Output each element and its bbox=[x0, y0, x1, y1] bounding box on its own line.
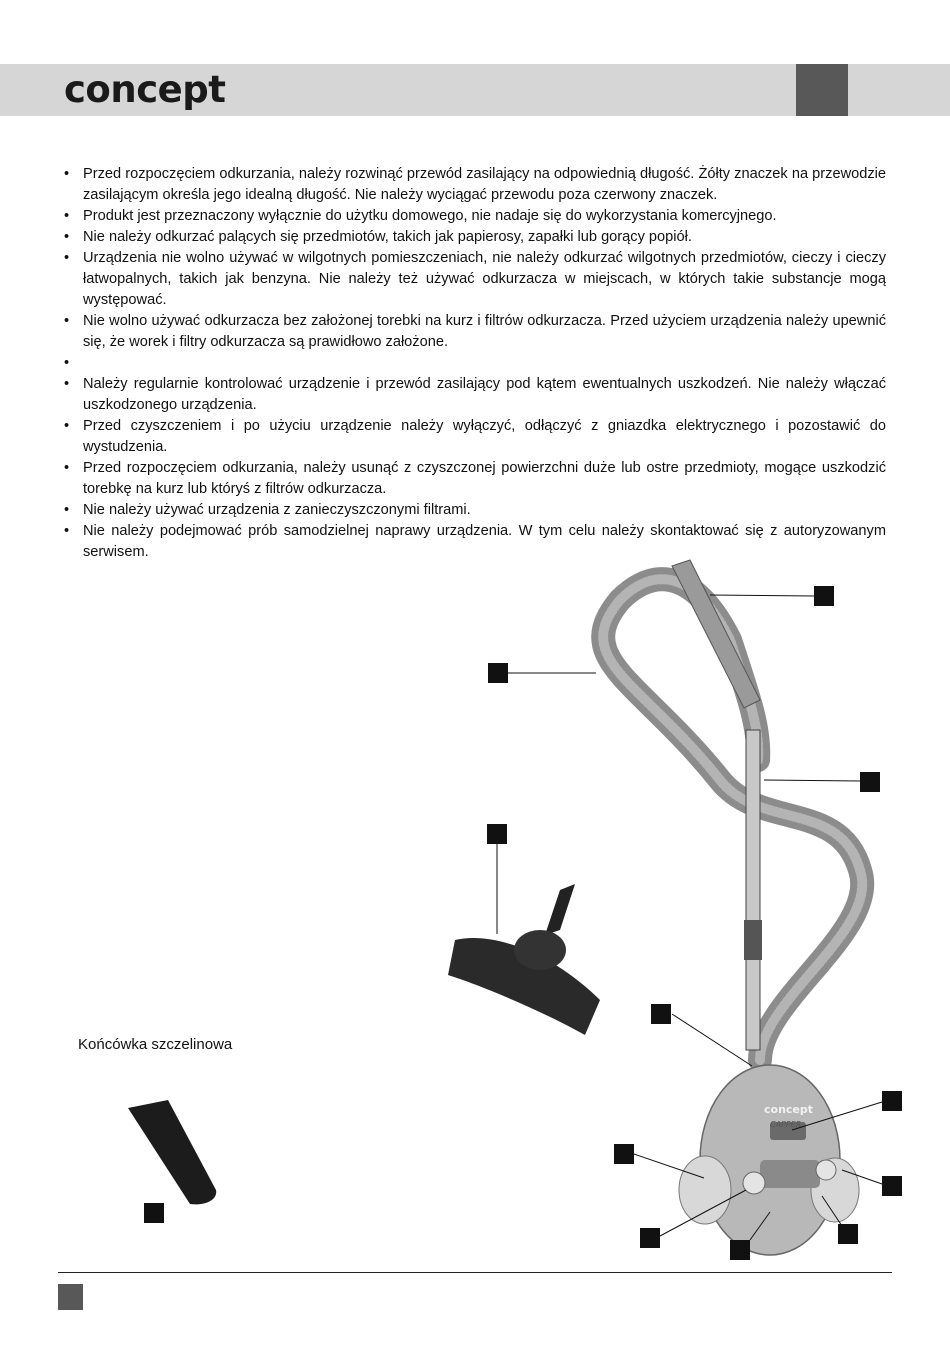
crevice-tool bbox=[128, 1100, 216, 1204]
instruction-item: • Przed czyszczeniem i po użyciu urządzenie należy wyłączyć, odłączyć z gniazdka elektrycznego i pozostawić do wystudzenia. bbox=[64, 416, 886, 458]
body-logo: concept bbox=[764, 1103, 814, 1116]
instruction-item: • Nie należy używać urządzenia z zanieczyszczonymi filtrami. bbox=[64, 500, 886, 521]
callout-marker bbox=[882, 1176, 902, 1196]
body-model: CAPPER bbox=[770, 1120, 802, 1129]
instruction-item: • Urządzenia nie wolno używać w wilgotnych pomieszczeniach, nie należy odkurzać wilgotnych przedmiotów, cieczy i cieczy łatwopalnych, takich jak benzyna. Nie należy też używać odkurzacza w miejscach, w których takie substancje mogą występować. bbox=[64, 248, 886, 311]
footer-page-box bbox=[58, 1284, 83, 1310]
instruction-item: • Przed rozpoczęciem odkurzania, należy usunąć z czyszczonej powierzchni duże lub ostre przedmioty, mogące uszkodzić torebkę na kurz lub któryś z filtrów odkurzacza. bbox=[64, 458, 886, 500]
callout-marker bbox=[651, 1004, 671, 1024]
callout-marker bbox=[488, 663, 508, 683]
vacuum-body bbox=[679, 1065, 859, 1255]
hose-handle bbox=[672, 560, 760, 708]
callout-marker bbox=[814, 586, 834, 606]
callout-marker bbox=[838, 1224, 858, 1244]
instruction-item: • Należy regularnie kontrolować urządzenie i przewód zasilający pod kątem ewentualnych uszkodzeń. Nie należy włączać uszkodzonego urządzenia. bbox=[64, 374, 886, 416]
instruction-item: • Nie należy podejmować prób samodzielnej naprawy urządzenia. W tym celu należy skontaktować się z autoryzowanym serwisem. bbox=[64, 521, 886, 563]
callout-marker bbox=[487, 824, 507, 844]
callout-marker bbox=[730, 1240, 750, 1260]
brand-logo: concept bbox=[64, 68, 226, 111]
footer-divider bbox=[58, 1272, 892, 1273]
callout-marker bbox=[614, 1144, 634, 1164]
instruction-item: • Przed rozpoczęciem odkurzania, należy rozwinąć przewód zasilający na odpowiednią długość. Żółty znaczek na przewodzie zasilającym określa jego idealną długość. Nie należy wyciągać przewodu poza czerwony znaczek. bbox=[64, 164, 886, 206]
instruction-item: • Nie wolno używać odkurzacza bez założonej torebki na kurz i filtrów odkurzacza. Przed użyciem urządzenia należy upewnić się, że worek i filtry odkurzacza są prawidłowo założone. bbox=[64, 311, 886, 353]
telescopic-tube bbox=[746, 730, 760, 1050]
instruction-item: • Produkt jest przeznaczony wyłącznie do użytku domowego, nie nadaje się do wykorzystania komercyjnego. bbox=[64, 206, 886, 227]
floor-brush bbox=[448, 884, 600, 1035]
crevice-tool-caption: Końcówka szczelinowa bbox=[78, 1036, 233, 1053]
callout-marker bbox=[144, 1203, 164, 1223]
callout-marker bbox=[882, 1091, 902, 1111]
instruction-item: • Nie należy odkurzać palących się przedmiotów, takich jak papierosy, zapałki lub gorący popiół. bbox=[64, 227, 886, 248]
callout-marker bbox=[640, 1228, 660, 1248]
callout-marker bbox=[860, 772, 880, 792]
